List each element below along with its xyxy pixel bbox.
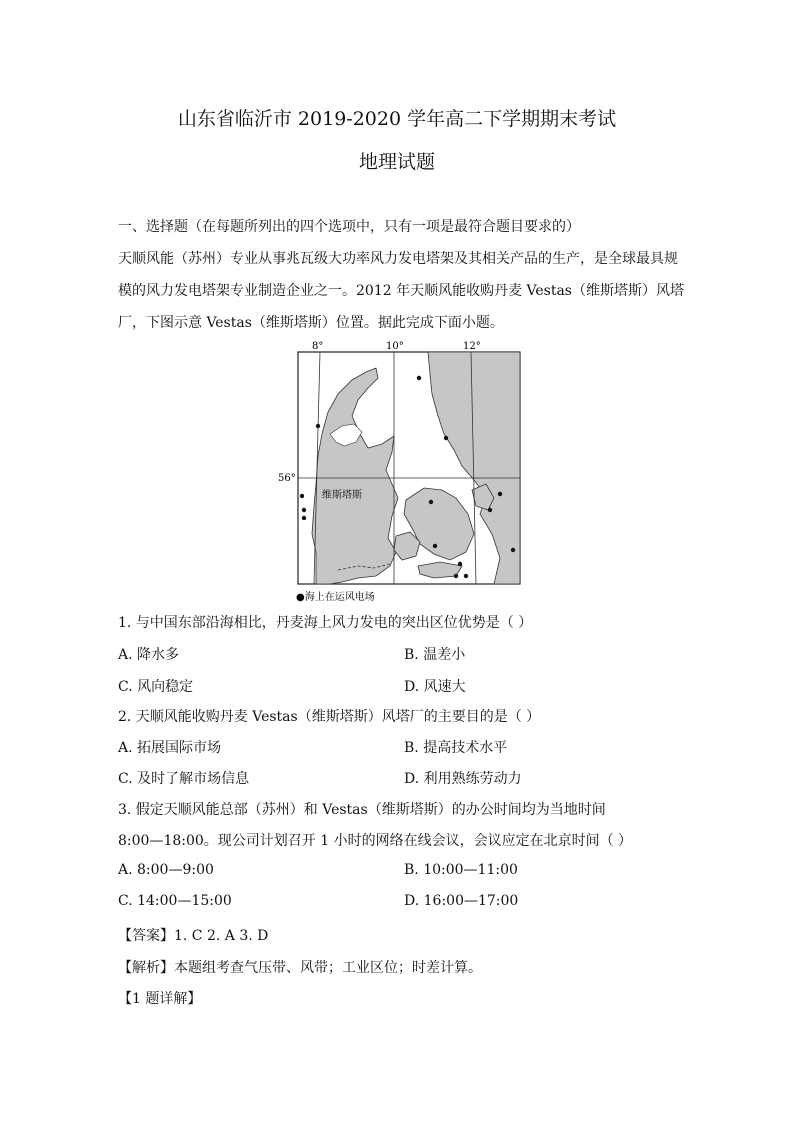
- question-2-option-d: D. 利用熟练劳动力: [404, 771, 522, 787]
- question-3-stem-line-1: 3. 假定天顺风能总部（苏州）和 Vestas（维斯塔斯）的办公时间均为当地时间: [118, 802, 606, 818]
- wind-farm-dot: [454, 574, 458, 578]
- wind-farm-dot: [511, 548, 515, 552]
- question-2-stem: 2. 天顺风能收购丹麦 Vestas（维斯塔斯）风塔厂的主要目的是（ ）: [118, 709, 541, 725]
- detail-heading: 【1 题详解】: [118, 991, 202, 1007]
- question-1-option-d: D. 风速大: [404, 679, 466, 695]
- map-legend: ●海上在运风电场: [296, 592, 375, 603]
- question-2-option-c: C. 及时了解市场信息: [118, 771, 250, 787]
- intro-line-3: 厂，下图示意 Vestas（维斯塔斯）位置。据此完成下面小题。: [118, 315, 504, 331]
- wind-farm-dot: [316, 424, 320, 428]
- intro-line-1: 天顺风能（苏州）专业从事兆瓦级大功率风力发电塔架及其相关产品的生产，是全球最具规: [118, 251, 678, 267]
- wind-farm-dot: [458, 562, 462, 566]
- question-3-option-b: B. 10:00—11:00: [404, 862, 518, 878]
- section-header: 一、选择题（在每题所列出的四个选项中，只有一项是最符合题目要求的）: [118, 219, 580, 235]
- question-2-option-a: A. 拓展国际市场: [118, 740, 222, 756]
- lon-label-10: 10°: [386, 341, 404, 352]
- question-3-option-d: D. 16:00—17:00: [404, 893, 519, 909]
- wind-farm-dot: [302, 516, 306, 520]
- question-1-option-c: C. 风向稳定: [118, 679, 194, 695]
- lat-label-56: 56°: [278, 473, 296, 484]
- wind-farm-dot: [433, 544, 437, 548]
- question-1-option-a: A. 降水多: [118, 647, 180, 663]
- wind-farm-dot: [429, 500, 433, 504]
- analysis-line: 【解析】本题组考查气压带、风带；工业区位；时差计算。: [118, 960, 482, 976]
- question-3-stem-line-2: 8:00—18:00。现公司计划召开 1 小时的网络在线会议，会议应定在北京时间（ ）: [118, 833, 633, 849]
- question-1-stem: 1. 与中国东部沿海相比，丹麦海上风力发电的突出区位优势是（ ）: [118, 615, 533, 631]
- vestas-label: 维斯塔斯: [322, 490, 362, 501]
- lon-label-8: 8°: [312, 341, 324, 352]
- wind-farm-dot: [300, 494, 304, 498]
- document-title: 山东省临沂市 2019-2020 学年高二下学期期末考试: [177, 108, 617, 130]
- wind-farm-dot: [444, 436, 448, 440]
- wind-farm-dot: [488, 508, 492, 512]
- wind-farm-dot: [464, 574, 468, 578]
- question-3-option-c: C. 14:00—15:00: [118, 893, 232, 909]
- answer-line: 【答案】1. C 2. A 3. D: [118, 928, 269, 944]
- denmark-map: [278, 338, 528, 606]
- question-2-option-b: B. 提高技术水平: [404, 740, 508, 756]
- lon-label-12: 12°: [463, 341, 481, 352]
- document-subtitle: 地理试题: [358, 151, 435, 173]
- wind-farm-dot: [417, 376, 421, 380]
- question-3-option-a: A. 8:00—9:00: [118, 862, 214, 878]
- wind-farm-dot: [498, 492, 502, 496]
- intro-line-2: 模的风力发电塔架专业制造企业之一。2012 年天顺风能收购丹麦 Vestas（维斯塔斯）风塔: [118, 283, 684, 299]
- question-1-option-b: B. 温差小: [404, 647, 466, 663]
- wind-farm-dot: [302, 508, 306, 512]
